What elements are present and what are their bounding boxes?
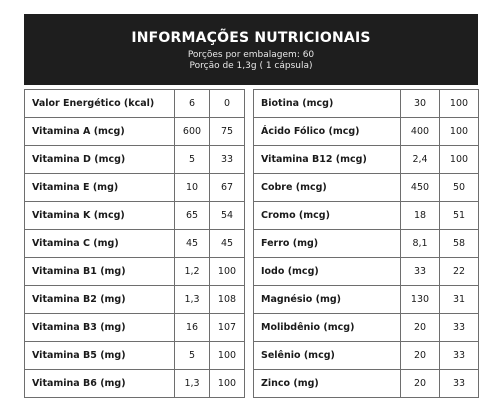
table-row <box>254 90 479 118</box>
nutrient-quantity: 20 <box>401 314 440 342</box>
nutrient-daily-value: 33 <box>210 146 245 174</box>
nutrient-quantity: 5 <box>175 146 210 174</box>
table-row <box>254 146 479 174</box>
nutrient-quantity: 65 <box>175 202 210 230</box>
table-row <box>25 202 245 230</box>
nutrient-daily-value: 22 <box>440 258 479 286</box>
nutrient-quantity: 33 <box>401 258 440 286</box>
nutrient-quantity: 1,2 <box>175 258 210 286</box>
table-row <box>254 286 479 314</box>
nutrient-daily-value: 58 <box>440 230 479 258</box>
nutrition-table-left-body <box>25 90 245 398</box>
nutrient-quantity: 450 <box>401 174 440 202</box>
nutrient-daily-value: 50 <box>440 174 479 202</box>
nutrient-daily-value: 107 <box>210 314 245 342</box>
table-row <box>254 258 479 286</box>
nutrition-header <box>24 14 478 85</box>
nutrient-name: Cobre (mcg) <box>254 174 401 202</box>
nutrient-daily-value: 75 <box>210 118 245 146</box>
nutrient-quantity: 18 <box>401 202 440 230</box>
table-row <box>25 230 245 258</box>
nutrient-name: Vitamina C (mg) <box>25 230 175 258</box>
nutrient-quantity: 5 <box>175 342 210 370</box>
table-row <box>25 146 245 174</box>
nutrient-daily-value: 33 <box>440 370 479 398</box>
nutrient-name: Vitamina E (mg) <box>25 174 175 202</box>
nutrient-name: Ferro (mg) <box>254 230 401 258</box>
nutrient-name: Zinco (mg) <box>254 370 401 398</box>
nutrient-quantity: 20 <box>401 370 440 398</box>
table-row <box>254 230 479 258</box>
nutrient-name: Vitamina B3 (mg) <box>25 314 175 342</box>
nutrient-daily-value: 0 <box>210 90 245 118</box>
nutrient-daily-value: 100 <box>440 146 479 174</box>
nutrient-quantity: 8,1 <box>401 230 440 258</box>
table-row <box>25 258 245 286</box>
nutrient-name: Vitamina K (mcg) <box>25 202 175 230</box>
portion-size: Porção de 1,3g ( 1 cápsula) <box>189 61 313 71</box>
nutrient-quantity: 130 <box>401 286 440 314</box>
nutrient-name: Vitamina B2 (mg) <box>25 286 175 314</box>
nutrient-quantity: 30 <box>401 90 440 118</box>
nutrient-daily-value: 45 <box>210 230 245 258</box>
table-row <box>25 118 245 146</box>
nutrition-table-right <box>253 89 479 398</box>
nutrient-quantity: 400 <box>401 118 440 146</box>
table-row <box>254 118 479 146</box>
nutrient-daily-value: 100 <box>210 370 245 398</box>
nutrient-daily-value: 100 <box>440 118 479 146</box>
nutrient-name: Biotina (mcg) <box>254 90 401 118</box>
nutrient-daily-value: 108 <box>210 286 245 314</box>
nutrient-daily-value: 51 <box>440 202 479 230</box>
nutrient-daily-value: 54 <box>210 202 245 230</box>
nutrient-name: Vitamina B1 (mg) <box>25 258 175 286</box>
nutrient-quantity: 1,3 <box>175 286 210 314</box>
table-row <box>25 174 245 202</box>
nutrient-name: Cromo (mcg) <box>254 202 401 230</box>
nutrient-name: Magnésio (mg) <box>254 286 401 314</box>
nutrition-table-left <box>24 89 245 398</box>
table-row <box>254 370 479 398</box>
nutrient-name: Vitamina A (mcg) <box>25 118 175 146</box>
page-title: INFORMAÇÕES NUTRICIONAIS <box>131 30 371 46</box>
nutrient-quantity: 2,4 <box>401 146 440 174</box>
table-row <box>254 174 479 202</box>
nutrient-daily-value: 100 <box>210 258 245 286</box>
table-row <box>254 314 479 342</box>
nutrient-daily-value: 33 <box>440 314 479 342</box>
table-row <box>25 90 245 118</box>
nutrient-daily-value: 67 <box>210 174 245 202</box>
nutrient-quantity: 16 <box>175 314 210 342</box>
table-row <box>254 342 479 370</box>
nutrient-quantity: 1,3 <box>175 370 210 398</box>
nutrient-name: Vitamina B12 (mcg) <box>254 146 401 174</box>
table-row <box>254 202 479 230</box>
table-row <box>25 370 245 398</box>
nutrient-name: Vitamina B5 (mg) <box>25 342 175 370</box>
nutrient-name: Valor Energético (kcal) <box>25 90 175 118</box>
table-row <box>25 314 245 342</box>
nutrient-name: Iodo (mcg) <box>254 258 401 286</box>
nutrient-name: Vitamina B6 (mg) <box>25 370 175 398</box>
nutrient-name: Vitamina D (mcg) <box>25 146 175 174</box>
nutrient-name: Molibdênio (mcg) <box>254 314 401 342</box>
nutrition-table-right-body <box>254 90 479 398</box>
nutrient-name: Ácido Fólico (mcg) <box>254 118 401 146</box>
nutrient-quantity: 45 <box>175 230 210 258</box>
table-row <box>25 342 245 370</box>
nutrient-daily-value: 100 <box>440 90 479 118</box>
nutrient-daily-value: 100 <box>210 342 245 370</box>
nutrient-quantity: 10 <box>175 174 210 202</box>
nutrient-name: Selênio (mcg) <box>254 342 401 370</box>
nutrient-daily-value: 31 <box>440 286 479 314</box>
table-row <box>25 286 245 314</box>
nutrient-daily-value: 33 <box>440 342 479 370</box>
nutrient-quantity: 6 <box>175 90 210 118</box>
nutrient-quantity: 20 <box>401 342 440 370</box>
servings-per-package: Porções por embalagem: 60 <box>187 50 315 60</box>
nutrient-quantity: 600 <box>175 118 210 146</box>
